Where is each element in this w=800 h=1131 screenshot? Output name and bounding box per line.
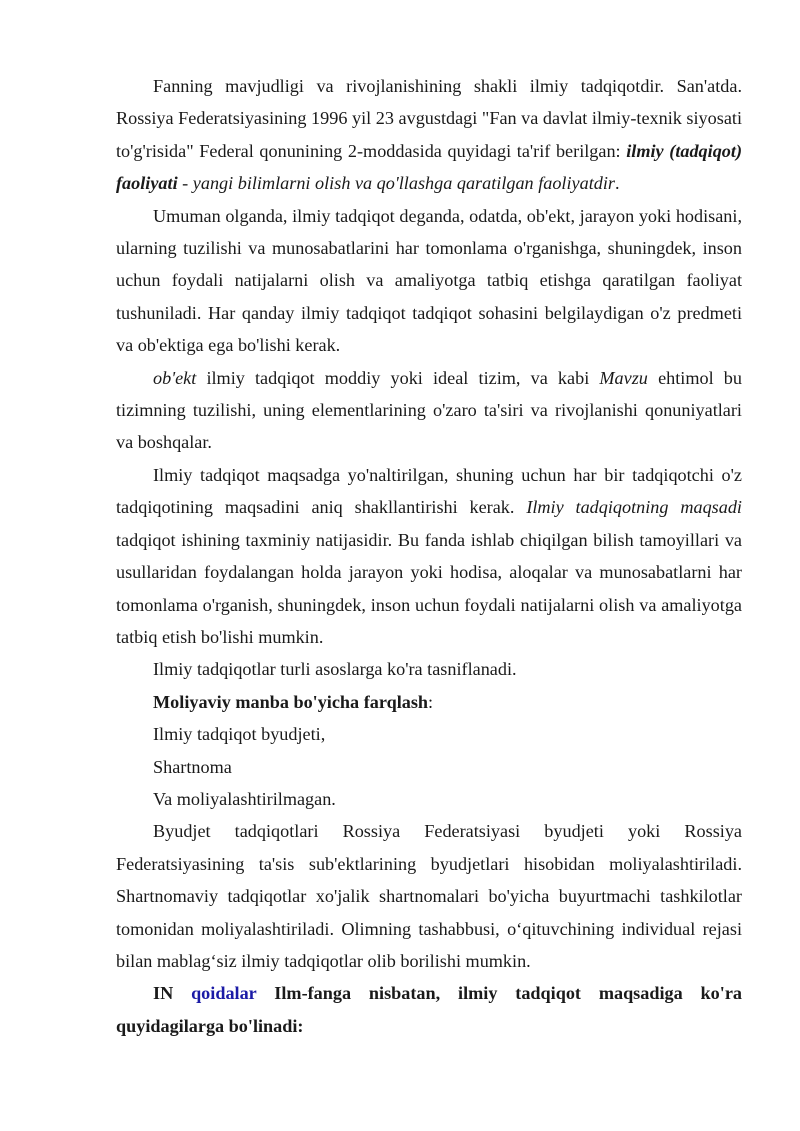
paragraph-definition — [116, 70, 742, 200]
rules-link[interactable]: qoidalar — [191, 983, 257, 1004]
paragraph-research-goal — [116, 459, 742, 653]
heading-text: Moliyaviy manba bo'yicha farqlash — [153, 691, 429, 712]
document-page — [116, 70, 742, 1042]
punctuation: . — [615, 173, 620, 194]
definition-text: - yangi bilimlarni olish va qo'llashga qaratilgan faoliyatdir — [177, 173, 615, 194]
section-heading-funding — [116, 686, 742, 718]
punctuation: : — [428, 691, 434, 712]
term-object: ob'ekt — [153, 367, 197, 388]
paragraph-text: ilmiy tadqiqot moddiy yoki ideal tizim, va kabi — [196, 367, 600, 388]
paragraph-text: Ilmiy tadqiqot maqsadga yo'naltirilgan, shuning uchun har bir tadqiqotchi o'z tadqiqotining maqsadini aniq shakllantirishi kerak. — [116, 464, 742, 518]
paragraph-text: tadqiqot ishining taxminiy natijasidir. Bu fanda ishlab chiqilgan bilish tamoyillari va usullaridan foydalangan holda jarayon yoki hodisa, aloqalar va munosabatlarni har tomonlama o'rganish, shuningdek, inson uchun foydali natijalarni olish va amaliyotga tatbiq etish bo'lishi mumkin. — [116, 529, 742, 647]
paragraph-text: Fanning mavjudligi va rivojlanishining shakli ilmiy tadqiqotdir. San'atda. Rossiya Federatsiyasining 1996 yil 23 avgustdagi "Fan va davlat ilmiy-texnik siyosati to'g'risida" Federal qonunining 2-moddasida quyidagi ta'rif berilgan: — [116, 76, 742, 161]
term-research-goal: Ilmiy tadqiqotning maqsadi — [526, 497, 742, 518]
bold-text: Ilm-fanga nisbatan, ilmiy tadqiqot maqsadiga ko'ra quyidagilarga bo'linadi: — [116, 983, 742, 1036]
list-item: Va moliyalashtirilmagan. — [153, 788, 336, 809]
defined-term: ilmiy (tadqiqot) faoliyati — [116, 140, 743, 194]
paragraph-purpose-classification — [116, 977, 742, 1042]
list-item: Ilmiy tadqiqot byudjeti, — [153, 724, 326, 745]
term-subject: Mavzu — [599, 367, 648, 388]
paragraph-research-meaning: Umuman olganda, ilmiy tadqiqot deganda, odatda, ob'ekt, jarayon yoki hodisani, ularning tuzilishi va munosabatlarini har tomonlama o'rganishga, shuningdek, inson uchun foydali natijalarni olish va amaliyotga tatbiq etishga qaratilgan faoliyat tushuniladi. Har qanday ilmiy tadqiqot tadqiqot sohasini belgilaydigan o'z predmeti va ob'ektiga ega bo'lishi kerak. — [116, 205, 742, 356]
paragraph-classification: Ilmiy tadqiqotlar turli asoslarga ko'ra tasniflanadi. — [153, 659, 517, 680]
paragraph-object-subject — [116, 362, 742, 459]
list-item: Shartnoma — [153, 756, 232, 777]
paragraph-budget-research: Byudjet tadqiqotlari Rossiya Federatsiyasi byudjeti yoki Rossiya Federatsiyasining ta'sis sub'ektlarining byudjetlari hisobidan moliyalashtiriladi. Shartnomaviy tadqiqotlar xo'jalik shartnomalari bo'yicha buyurtmachi tashkilotlar tomonidan moliyalashtiriladi. Olimning tashabbusi, o‘qituvchining individual rejasi bilan mablag‘siz ilmiy tadqiqotlar olib borilishi mumkin. — [116, 821, 742, 971]
paragraph-text: ehtimol bu tizimning tuzilishi, uning elementlarining o'zaro ta'siri va rivojlanishi qonuniyatlari va boshqalar. — [116, 367, 742, 453]
bold-text: IN — [153, 983, 192, 1004]
